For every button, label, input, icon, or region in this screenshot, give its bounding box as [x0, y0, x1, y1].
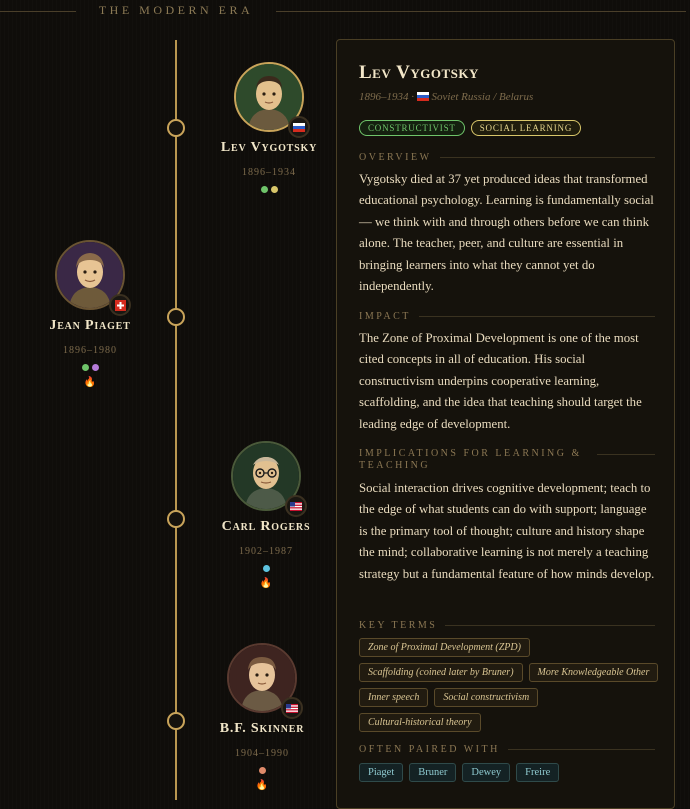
tag-constructivist[interactable]: CONSTRUCTIVIST — [359, 120, 465, 136]
tag-dots — [30, 364, 150, 371]
section-label: KEY TERMS — [359, 620, 438, 631]
paired-chip-freire[interactable]: Freire — [516, 763, 559, 782]
divider — [445, 625, 655, 626]
person-name: B.F. Skinner — [219, 721, 305, 736]
flame-icon: 🔥 — [83, 377, 97, 388]
timeline-node-piaget[interactable] — [167, 308, 185, 326]
tag-dots — [202, 767, 322, 774]
person-card-skinner[interactable] — [202, 643, 322, 791]
avatar — [231, 441, 301, 511]
person-dates: 1902–1987 — [239, 546, 293, 557]
person-card-piaget[interactable] — [30, 240, 150, 388]
tag-dot — [82, 364, 89, 371]
detail-name: Lev Vygotsky — [359, 62, 479, 83]
paired-chip-piaget[interactable]: Piaget — [359, 763, 403, 782]
divider — [440, 157, 655, 158]
key-term-chip[interactable]: Zone of Proximal Development (ZPD) — [359, 638, 530, 657]
person-dates: 1896–1980 — [63, 345, 117, 356]
tag-dot — [271, 186, 278, 193]
detail-panel — [336, 39, 675, 809]
person-name: Jean Piaget — [49, 318, 131, 333]
timeline-spine — [175, 40, 177, 800]
paired-list — [359, 763, 659, 782]
implications-text: Social interaction drives cognitive development; teach to the edge of what students can do with support; language is the primary tool of thought; culture and history shape the mind; collaborative learning is not merely a teaching strategy but a fundamental feature of how minds develop. — [359, 481, 655, 581]
tag-dot — [92, 364, 99, 371]
flame-icon: 🔥 — [255, 780, 269, 791]
timeline-node-skinner[interactable] — [167, 712, 185, 730]
timeline-node-vygotsky[interactable] — [167, 119, 185, 137]
divider — [597, 454, 655, 455]
avatar — [234, 62, 304, 132]
overview-text: Vygotsky died at 37 yet produced ideas that transformed educational psychology. Learning is fundamentally social — we think with and through others before we can think alone. The teacher, peer, and culture are essential in bringing learners into what they cannot yet do independently. — [359, 172, 654, 294]
detail-tags — [359, 120, 581, 136]
section-label: IMPACT — [359, 311, 411, 322]
divider — [508, 749, 655, 750]
tag-dot — [259, 767, 266, 774]
russia-flag-icon — [288, 116, 310, 138]
paired-chip-dewey[interactable]: Dewey — [462, 763, 510, 782]
key-term-chip[interactable]: More Knowledgeable Other — [529, 663, 659, 682]
section-overview — [359, 152, 655, 163]
usa-flag-icon — [281, 697, 303, 719]
tag-dot — [263, 565, 270, 572]
era-divider-left — [0, 11, 76, 12]
key-term-chip[interactable]: Social constructivism — [434, 688, 538, 707]
detail-country: Soviet Russia / Belarus — [431, 91, 534, 103]
person-dates: 1896–1934 — [242, 167, 296, 178]
person-dates: 1904–1990 — [235, 748, 289, 759]
section-key-terms — [359, 620, 655, 631]
section-implications — [359, 448, 655, 472]
section-often-paired — [359, 744, 655, 755]
usa-flag-icon — [285, 495, 307, 517]
detail-dates: 1896–1934 — [359, 91, 409, 103]
paired-chip-bruner[interactable]: Bruner — [409, 763, 456, 782]
impact-text: The Zone of Proximal Development is one of the most cited concepts in all of education. His social constructivism underpins cooperative learning, scaffolding, and the idea that teaching should target the leading edge of development. — [359, 331, 642, 431]
timeline-node-rogers[interactable] — [167, 510, 185, 528]
tag-dots — [209, 186, 329, 193]
person-card-rogers[interactable] — [206, 441, 326, 589]
flame-icon: 🔥 — [259, 578, 273, 589]
tag-dot — [261, 186, 268, 193]
avatar — [227, 643, 297, 713]
section-label: IMPLICATIONS FOR LEARNING & TEACHING — [359, 448, 582, 471]
russia-flag-icon — [417, 92, 429, 104]
key-term-chip[interactable]: Scaffolding (coined later by Bruner) — [359, 663, 523, 682]
section-label: OVERVIEW — [359, 152, 432, 163]
tag-dots — [206, 565, 326, 572]
divider — [419, 316, 655, 317]
era-title: THE MODERN ERA — [98, 3, 254, 17]
era-divider-right — [276, 11, 686, 12]
person-name: Carl Rogers — [221, 519, 311, 534]
detail-subtitle — [359, 91, 533, 104]
person-card-vygotsky[interactable] — [209, 62, 329, 193]
section-impact — [359, 311, 655, 322]
key-term-chip[interactable]: Cultural-historical theory — [359, 713, 481, 732]
separator: · — [411, 91, 414, 103]
tag-social-learning[interactable]: SOCIAL LEARNING — [471, 120, 581, 136]
switzerland-flag-icon — [109, 294, 131, 316]
person-name: Lev Vygotsky — [220, 140, 318, 155]
key-term-chip[interactable]: Inner speech — [359, 688, 428, 707]
avatar — [55, 240, 125, 310]
key-terms-list — [359, 638, 659, 732]
section-label: OFTEN PAIRED WITH — [359, 744, 500, 755]
